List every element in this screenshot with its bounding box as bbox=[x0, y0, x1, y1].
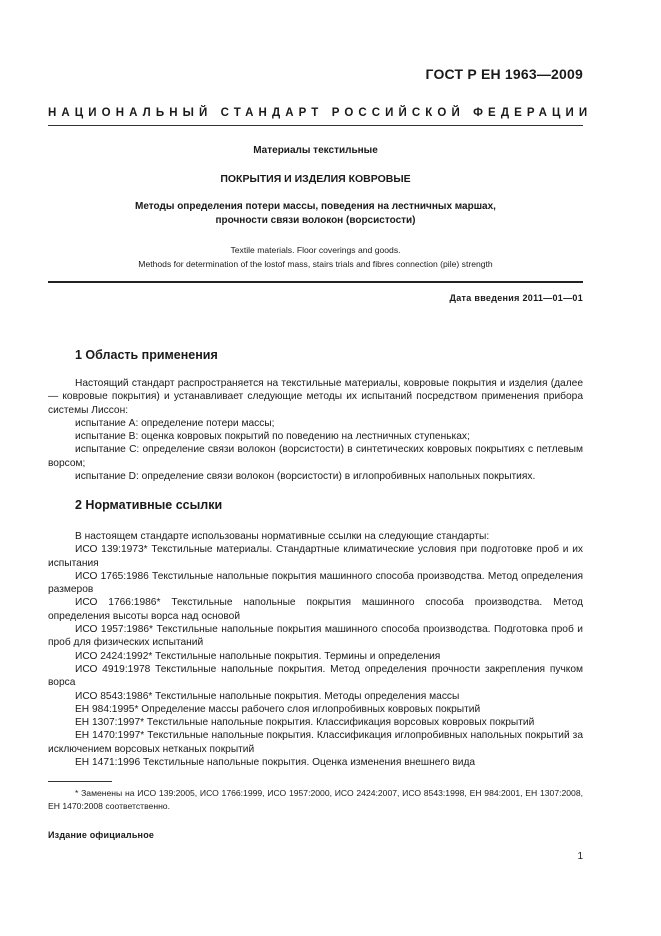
footnote-divider bbox=[48, 781, 112, 782]
reference-item: ИСО 2424:1992* Текстильные напольные покрытия. Термины и определения bbox=[75, 650, 441, 662]
reference-item: В настоящем стандарте использованы нормативные ссылки на следующие стандарты: bbox=[75, 531, 490, 542]
reference-item: ИСО 1766:1986* Текстильные напольные покрытия машинного способа производства. Метод определения высоты ворса над основой bbox=[48, 597, 583, 622]
english-line-1: Textile materials. Floor coverings and goods. bbox=[230, 245, 401, 255]
reference-item: ЕН 1470:1997* Текстильные напольные покрытия. Классификация иглопробивных напольных покрытий за исключением ворсовых нетканых покрытий bbox=[48, 730, 583, 755]
footnote bbox=[48, 787, 583, 813]
section-1-body bbox=[48, 377, 583, 483]
section-1-paragraph: испытание С: определение связи волокон (ворсистости) в синтетических ковровых покрытиях с петлевым ворсом; bbox=[48, 444, 583, 469]
section-1-paragraph: испытание В: оценка ковровых покрытий по поведению на лестничных ступеньках; bbox=[75, 431, 470, 443]
introduction-date: Дата введения 2011—01—01 bbox=[449, 293, 583, 303]
page-number: 1 bbox=[577, 851, 583, 862]
section-1-heading: 1 Область применения bbox=[75, 348, 218, 362]
footnote-text: * Заменены на ИСО 139:2005, ИСО 1766:1999, ИСО 1957:2000, ИСО 2424:2007, ИСО 8543:1998, ЕН 984:2001, ЕН 1307:2008, ЕН 1470:2008 соответственно. bbox=[48, 788, 583, 811]
title-english bbox=[48, 243, 583, 271]
subtitle-line-2: прочности связи волокон (ворсистости) bbox=[215, 215, 416, 226]
section-1-paragraph: испытание D: определение связи волокон (ворсистости) в иглопробивных напольных покрытиях. bbox=[75, 471, 536, 483]
english-line-2: Methods for determination of the lostof mass, stairs trials and fibres connection (pile) strength bbox=[138, 259, 493, 269]
reference-item: ИСО 4919:1978 Текстильные напольные покрытия. Метод определения прочности закрепления пучком ворса bbox=[48, 663, 583, 689]
top-divider bbox=[48, 125, 583, 126]
reference-item: ИСО 1765:1986 Текстильные напольные покрытия машинного способа производства. Метод определения размеров bbox=[48, 570, 583, 596]
national-standard-banner: НАЦИОНАЛЬНЫЙ СТАНДАРТ РОССИЙСКОЙ ФЕДЕРАЦИИ bbox=[48, 107, 593, 119]
subtitle-line-1: Методы определения потери массы, поведения на лестничных маршах, bbox=[135, 201, 496, 212]
reference-item: ЕН 1471:1996 Текстильные напольные покрытия. Оценка изменения внешнего вида bbox=[75, 757, 476, 769]
reference-item: ЕН 1307:1997* Текстильные напольные покрытия. Классификация ворсовых ковровых покрытий bbox=[75, 717, 535, 729]
middle-divider bbox=[48, 281, 583, 283]
reference-item: ИСО 139:1973* Текстильные материалы. Стандартные климатические условия при подготовке проб и их испытания bbox=[48, 544, 583, 569]
section-1-paragraph: испытание А: определение потери массы; bbox=[75, 417, 275, 429]
section-1-paragraph: Настоящий стандарт распространяется на текстильные материалы, ковровые покрытия и изделия (далее — ковровые покрытия) и устанавливает следующие методы их испытаний посредством применения прибора системы Лиссон: bbox=[48, 378, 583, 416]
official-edition-label: Издание официальное bbox=[48, 830, 155, 840]
title-category: Материалы текстильные bbox=[253, 145, 378, 156]
reference-item: ИСО 1957:1986* Текстильные напольные покрытия машинного способа производства. Подготовка проб и проб для физических испытаний bbox=[48, 624, 583, 649]
title-subtitle bbox=[48, 200, 583, 228]
title-main: ПОКРЫТИЯ И ИЗДЕЛИЯ КОВРОВЫЕ bbox=[220, 173, 411, 185]
document-code: ГОСТ Р ЕН 1963—2009 bbox=[425, 66, 583, 82]
section-2-body bbox=[48, 530, 583, 769]
reference-item: ИСО 8543:1986* Текстильные напольные покрытия. Методы определения массы bbox=[75, 690, 460, 702]
reference-item: ЕН 984:1995* Определение массы рабочего слоя иглопробивных ковровых покрытий bbox=[75, 703, 481, 715]
section-2-heading: 2 Нормативные ссылки bbox=[75, 498, 223, 512]
